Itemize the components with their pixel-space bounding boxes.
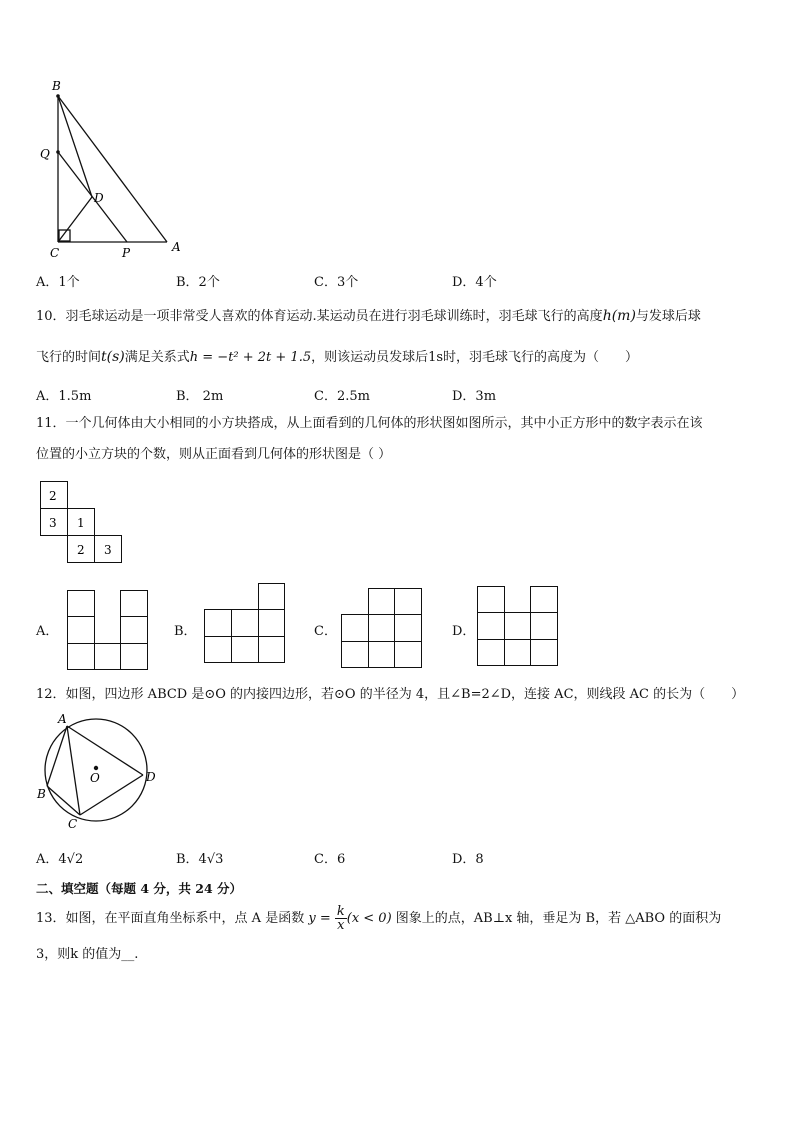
q10-line1 [36, 307, 701, 326]
q12-option-b: B．4√3 [176, 852, 224, 867]
q11-grid-cell-1: 2 [49, 489, 57, 503]
q11-line1: 11．一个几何体由大小相同的小方块搭成，从上面看到的几何体的形状图如图所示，其中小正方形中的数字表示在该 [36, 416, 703, 431]
q10-line1-pre: 10．羽毛球运动是一项非常受人喜欢的体育运动.某运动员在进行羽毛球训练时，羽毛球飞行的高度 [36, 309, 603, 324]
q11-option-c-label: C． [314, 624, 337, 639]
q10-line2-mid: 满足关系式 [124, 350, 190, 365]
q11-option-b-label: B． [174, 624, 197, 639]
q12-label-D: D [146, 770, 156, 784]
q13-func-lhs: y = [308, 911, 331, 926]
q10-line2 [36, 348, 638, 367]
q11-option-a-figure [67, 590, 149, 671]
q9-option-a: A．1个 [36, 275, 80, 290]
q10-line1-var: h(m) [602, 308, 636, 324]
q12-label-B: B [37, 787, 46, 801]
q10-line1-post: 与发球后球 [635, 309, 701, 324]
q11-option-b-figure [204, 583, 286, 664]
q11-grid-cell-5: 3 [104, 543, 112, 557]
q13-func-condition: (x < 0) [346, 911, 392, 926]
q12-option-c: C．6 [314, 852, 346, 867]
q11-grid-cell-4: 2 [77, 543, 85, 557]
q13-fraction-numerator: k [336, 904, 345, 919]
q9-label-Q: Q [40, 147, 50, 161]
q10-line2-post: ，则该运动员发球后1s时，羽毛球飞行的高度为（ ） [311, 350, 639, 365]
q10-option-b: B． 2m [176, 389, 224, 404]
q11-line2: 位置的小立方块的个数，则从正面看到几何体的形状图是（ ） [36, 447, 392, 462]
q12-label-A: A [58, 712, 67, 726]
q11-option-d-label: D． [452, 624, 476, 639]
q11-option-a-label: A． [36, 624, 59, 639]
q12-label-C: C [68, 817, 78, 831]
q10-equation: h = −t² + 2t + 1.5 [189, 350, 312, 365]
q11-option-d-figure [477, 586, 559, 667]
q9-label-B: B [52, 79, 61, 93]
q12-stem: 12．如图，四边形 ABCD 是⊙O 的内接四边形，若⊙O 的半径为 4，且∠B=2∠D，连接 AC，则线段 AC 的长为（ ） [36, 687, 745, 702]
q11-top-view-grid [40, 481, 122, 565]
q13-line1-post: 图象上的点，AB⊥x 轴，垂足为 B，若 △ABO 的面积为 [395, 911, 722, 926]
q12-label-O: O [90, 771, 100, 785]
q9-option-c: C．3个 [314, 275, 359, 290]
q9-option-d: D．4个 [452, 275, 497, 290]
q13-line1-pre: 13．如图，在平面直角坐标系中，点 A 是函数 [36, 911, 305, 926]
q10-line2-pre: 飞行的时间 [36, 350, 102, 365]
q13-fraction [335, 905, 347, 932]
q9-label-C: C [50, 246, 60, 260]
q12-option-a: A．4√2 [36, 852, 84, 867]
q10-option-c: C．2.5m [314, 389, 370, 404]
q11-option-c-figure [341, 588, 423, 669]
q13-line1 [36, 901, 721, 937]
q13-fraction-denominator: x [337, 918, 345, 933]
q9-label-P: P [122, 246, 131, 260]
q9-label-D: D [94, 191, 104, 205]
q9-option-b: B．2个 [176, 275, 220, 290]
q10-option-a: A．1.5m [36, 389, 92, 404]
q10-option-d: D．3m [452, 389, 497, 404]
q13-line2: 3，则k 的值为__. [36, 947, 139, 962]
q11-grid-cell-2: 3 [49, 516, 57, 530]
q9-figure [30, 72, 200, 267]
q9-label-A: A [172, 240, 181, 254]
q10-line2-var: t(s) [101, 349, 125, 365]
q12-figure [32, 708, 167, 836]
section-title-fill-in: 二、填空题（每题 4 分，共 24 分） [36, 881, 243, 896]
q11-grid-cell-3: 1 [77, 516, 85, 530]
q12-option-d: D．8 [452, 852, 484, 867]
